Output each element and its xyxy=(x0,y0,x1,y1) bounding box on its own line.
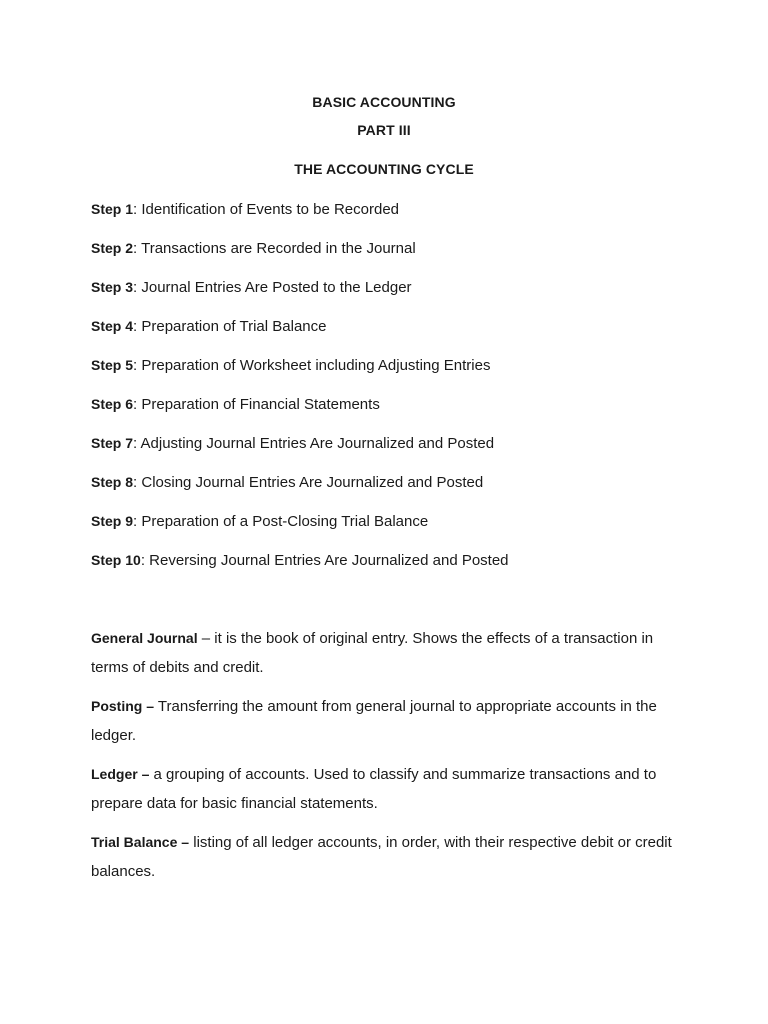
step-item xyxy=(91,277,711,316)
step-separator: : xyxy=(133,396,142,413)
step-item xyxy=(91,511,711,550)
definitions-section xyxy=(91,624,681,896)
definition-term: General Journal xyxy=(91,630,198,646)
definition-term: Ledger – xyxy=(91,766,150,782)
step-label: Step 8 xyxy=(91,474,134,490)
step-label: Step 5 xyxy=(91,357,134,373)
step-separator: : xyxy=(133,240,142,257)
step-item xyxy=(91,316,711,355)
definition-term: Posting – xyxy=(91,698,155,714)
step-text: Preparation of a Post-Closing Trial Balance xyxy=(141,513,429,530)
step-label: Step 1 xyxy=(91,201,134,217)
step-item xyxy=(91,472,711,511)
step-text: Adjusting Journal Entries Are Journalized and Posted xyxy=(140,435,495,452)
step-text: Reversing Journal Entries Are Journalized and Posted xyxy=(149,552,509,569)
definition-text: – it is the book of original entry. Shows the effects of a transaction in terms of debits and credit. xyxy=(91,630,654,676)
step-label: Step 9 xyxy=(91,513,134,529)
step-text: Journal Entries Are Posted to the Ledger xyxy=(141,279,412,296)
steps-list xyxy=(91,199,711,589)
step-separator: : xyxy=(140,552,150,569)
step-item xyxy=(91,355,711,394)
document-part: PART III xyxy=(357,122,411,138)
definition-ledger xyxy=(91,760,681,818)
step-separator: : xyxy=(133,474,142,491)
step-label: Step 7 xyxy=(91,435,134,451)
definition-general-journal xyxy=(91,624,681,682)
step-text: Transactions are Recorded in the Journal xyxy=(141,240,416,257)
step-label: Step 3 xyxy=(91,279,134,295)
step-separator: : xyxy=(133,201,142,218)
step-separator: : xyxy=(133,513,142,530)
step-label: Step 2 xyxy=(91,240,134,256)
step-text: Identification of Events to be Recorded xyxy=(141,201,400,218)
definition-text: Transferring the amount from general journal to appropriate accounts in the ledger. xyxy=(91,698,657,744)
step-text: Preparation of Financial Statements xyxy=(141,396,380,413)
step-separator: : xyxy=(133,357,142,374)
definition-trial-balance xyxy=(91,828,681,886)
step-separator: : xyxy=(133,318,142,335)
section-heading: THE ACCOUNTING CYCLE xyxy=(294,161,474,177)
step-separator: : xyxy=(133,435,141,452)
step-item xyxy=(91,199,711,238)
definition-text: listing of all ledger accounts, in order, with their respective debit or credit balances. xyxy=(91,834,672,880)
definition-text: a grouping of accounts. Used to classify and summarize transactions and to prepare data for basic financial statements. xyxy=(91,766,657,812)
step-text: Preparation of Worksheet including Adjusting Entries xyxy=(141,357,491,374)
step-item xyxy=(91,433,711,472)
step-text: Preparation of Trial Balance xyxy=(141,318,327,335)
step-item xyxy=(91,238,711,277)
step-item xyxy=(91,394,711,433)
definition-term: Trial Balance – xyxy=(91,834,190,850)
step-label: Step 6 xyxy=(91,396,134,412)
step-label: Step 10 xyxy=(91,552,141,568)
step-label: Step 4 xyxy=(91,318,134,334)
step-text: Closing Journal Entries Are Journalized and Posted xyxy=(141,474,484,491)
definition-posting xyxy=(91,692,681,750)
document-title: BASIC ACCOUNTING xyxy=(312,94,456,110)
step-separator: : xyxy=(133,279,142,296)
step-item xyxy=(91,550,711,589)
